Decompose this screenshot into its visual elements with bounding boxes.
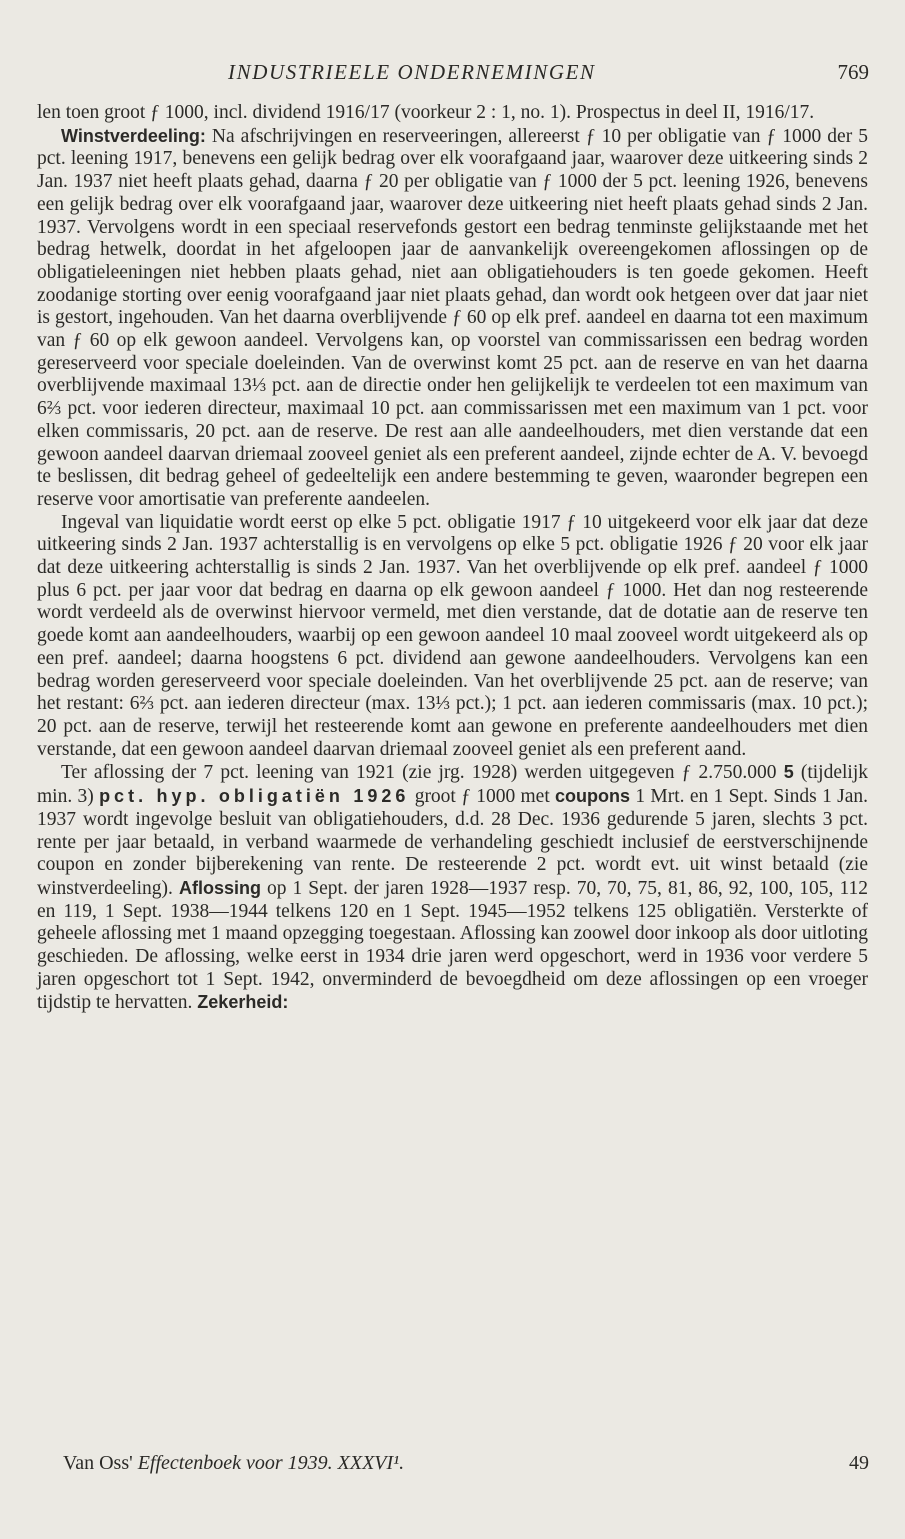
signature-number: 49 — [849, 1452, 869, 1474]
page-footer — [0, 1452, 905, 1480]
page-number: 769 — [837, 60, 869, 84]
aflossing-text-5: op 1 Sept. der jaren 1928—1937 resp. 70, 70, 75, 81, 86, 92, 100, 105, 112 en 119, 1 Sept. 1938—1944 telkens 120 en 1 Sept. 1945—1952 telkens 125 obligatiën. Versterkte of geheele aflossing met 1 maand opzegging toegestaan. Aflossing kan zoowel door inkoop als door uitloting geschieden. De aflossing, welke eerst in 1934 drie jaren werd opgeschort, werd in 1936 voor verdere 5 jaren opgeschort tot 1 Sept. 1942, onverminderd de bevoegdheid om deze aflossingen op een vroeger tijdstip te hervatten. — [37, 877, 868, 1014]
winstverdeeling-text: Na afschrijvingen en reserveeringen, allereerst ƒ 10 per obligatie van ƒ 1000 der 5 pct. leening 1917, benevens een gelijk bedrag over elk voorafgaand jaar, waarover deze uitkeering sinds 2 Jan. 1937 niet heeft plaats gehad, daarna ƒ 20 per obligatie van ƒ 1000 der 5 pct. leening 1926, benevens een gelijk bedrag over elk voorafgaand jaar, waarover deze uitkeering niet heeft plaats gehad sinds 2 Jan. 1937. Vervolgens wordt in een speciaal reservefonds gestort een bedrag tenminste gelijkstaande met het bedrag hetwelk, doordat in het afgeloopen jaar de aanvankelijk overeengekomen aflossingen op de obligatieleeningen niet hebben plaats gehad, niet aan obligatiehouders is ten goede gekomen. Heeft zoodanige storting over eenig voorafgaand jaar niet plaats gehad, dan wordt ook hetgeen over dat jaar niet is gestort, ingehouden. Van het daarna overblijvende ƒ 60 op elk pref. aandeel en daarna tot een maximum van ƒ 60 op elk gewoon aandeel. Vervolgens kan, op voorstel van commissarissen een bedrag worden gereserveerd voor speciale doeleinden. Van de overwinst komt 25 pct. aan de reserve en van het daarna overblijvende maximaal 13⅓ pct. aan de directie onder hen gelijkelijk te verdeelen tot een maximum van 6⅔ pct. voor iederen directeur, maximaal 10 pct. aan commissarissen met een maximum van 1 pct. voor elken commissaris, 20 pct. aan de reserve. De rest aan alle aandeelhouders, met dien verstande dat een gewoon aandeel daarvan driemaal zooveel geniet als een preferent aandeel, zijnde echter de A. V. bevoegd te beslissen, dit bedrag geheel of gedeeltelijk een andere bestemming te geven, waaronder begrepen een reserve voor amortisatie van preferente aandeelen. — [37, 125, 868, 510]
aflossing-text-4: 1 Mrt. en 1 Sept. Sinds 1 Jan. 1937 wordt ingevolge besluit van obligatiehouders, d.d. 28 Dec. 1936 gedurende 5 jaren, slechts 3 pct. rente per jaar betaald, in verband waarmede de verhandeling geschiedt inclusief de eerstverschijnende coupon en zonder bijberekening van rente. De resteerende 2 pct. wordt evt. uit winst betaald (zie winstverdeeling). — [37, 786, 868, 899]
page-header — [0, 60, 905, 90]
aflossing-text-3: groot ƒ 1000 met — [409, 786, 556, 808]
prospectus-text: len toen groot ƒ 1000, incl. dividend 1916/17 (voorkeur 2 : 1, no. 1). Prospectus in deel II, 1916/17. — [37, 102, 815, 123]
aflossing-text-2: (tijdelijk min. 3) — [37, 762, 868, 808]
bond-rate: 5 — [783, 762, 794, 783]
zekerheid-label: Zekerheid: — [197, 992, 289, 1013]
paragraph-aflossing — [37, 761, 868, 1015]
footer-publication: Effectenboek voor 1939. XXXVI¹. — [137, 1452, 405, 1474]
paragraph-winstverdeeling — [37, 125, 868, 512]
aflossing-text-1: Ter aflossing der 7 pct. leening van 1921 (zie jrg. 1928) werden uitgegeven ƒ 2.750.000 — [61, 762, 784, 784]
paragraph-liquidatie — [37, 512, 868, 762]
footer-imprint — [63, 1452, 404, 1475]
paragraph-prospectus — [37, 102, 868, 125]
page-body — [37, 102, 868, 1015]
liquidatie-text: Ingeval van liquidatie wordt eerst op elke 5 pct. obligatie 1917 ƒ 10 uitgekeerd voor elk jaar dat deze uitkeering sinds 2 Jan. 1937 achterstallig is en vervolgens op elke 5 pct. obligatie 1926 ƒ 20 voor elk jaar dat deze uitkeering achterstallig is sinds 2 Jan. 1937. Van het overblijvende op elk pref. aandeel ƒ 1000 plus 6 pct. per jaar voor dat bedrag en daarna op elk gewoon aandeel ƒ 1000. Het dan nog resteerende wordt verdeeld als de overwinst hiervoor vermeld, met dien verstande, dat de dotatie aan de reserve ten goede komt aan aandeelhouders, waarbij op een gewoon aandeel 10 maal zooveel wordt uitgekeerd als op een pref. aandeel; daarna hoogstens 6 pct. dividend aan gewone aandeelhouders. Vervolgens kan een bedrag worden gereserveerd voor speciale doeleinden. Van het overblijvende 25 pct. aan de reserve; van het restant: 6⅔ pct. aan iederen directeur (max. 13⅓ pct.); 1 pct. aan iederen commissaris (max. 10 pct.); 20 pct. aan de reserve, terwijl het resteerende komt aan gewone en preferente aandeelhouders met dien verstande, dat een gewoon aandeel daarvan driemaal zooveel geniet als een preferent aand. — [37, 511, 868, 760]
aflossing-label: Aflossing — [178, 877, 261, 898]
running-title: INDUSTRIEELE ONDERNEMINGEN — [228, 60, 596, 84]
footer-author: Van Oss' — [63, 1452, 138, 1474]
winstverdeeling-label: Winstverdeeling: — [61, 125, 206, 146]
bond-title: pct. hyp. obligatiën 1926 — [99, 786, 410, 807]
coupons-label: coupons — [555, 786, 631, 807]
